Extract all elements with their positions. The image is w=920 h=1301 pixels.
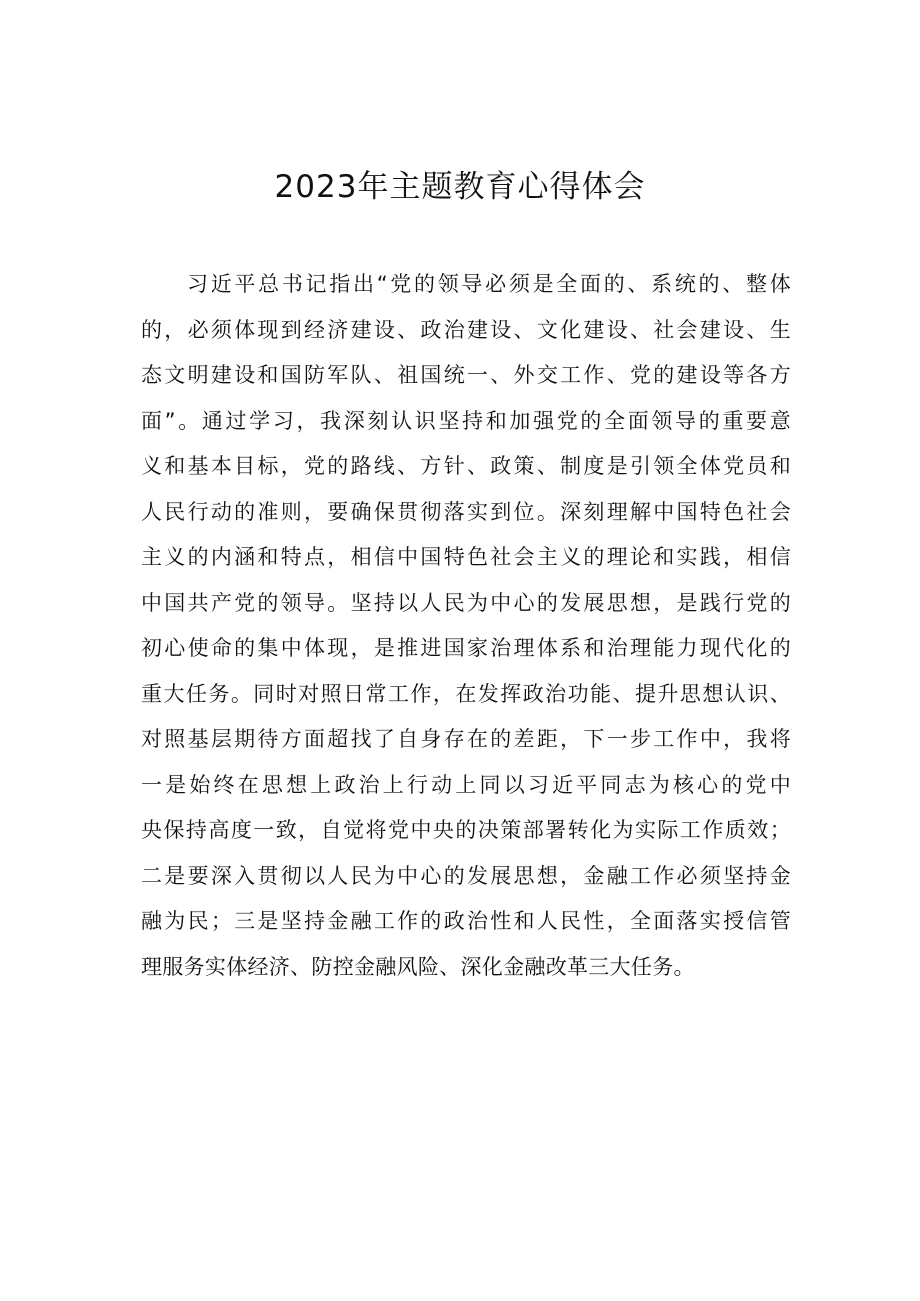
body-line: 对照基层期待方面超找了自身存在的差距，下一步工作中，我将 (141, 727, 791, 751)
body-line: 一是始终在思想上政治上行动上同以习近平同志为核心的党中 (141, 772, 791, 797)
body-line: 初心使命的集中体现，是推进国家治理体系和治理能力现代化的 (141, 636, 791, 660)
body-line: 中国共产党的领导。坚持以人民为中心的发展思想，是践行党的 (141, 590, 791, 615)
body-line: 理服务实体经济、防控金融风险、深化金融改革三大任务。 (141, 954, 695, 979)
body-line: 重大任务。同时对照日常工作，在发挥政治功能、提升思想认识、 (141, 681, 791, 706)
body-line: 人民行动的准则，要确保贯彻落实到位。深刻理解中国特色社会 (141, 499, 791, 524)
body-line: 央保持高度一致，自觉将党中央的决策部署转化为实际工作质效； (141, 818, 791, 842)
document-body (141, 262, 791, 990)
body-line: 二是要深入贯彻以人民为中心的发展思想，金融工作必须坚持金 (141, 863, 791, 888)
body-line: 融为民；三是坚持金融工作的政治性和人民性，全面落实授信管 (141, 909, 791, 933)
body-line: 面”。通过学习，我深刻认识坚持和加强党的全面领导的重要意 (141, 408, 791, 433)
body-line: 习近平总书记指出“党的领导必须是全面的、系统的、整体 (187, 272, 791, 296)
body-line: 态文明建设和国防军队、祖国统一、外交工作、党的建设等各方 (141, 363, 791, 387)
body-line: 的，必须体现到经济建设、政治建设、文化建设、社会建设、生 (141, 317, 791, 342)
document-title: 2023年主题教育心得体会 (274, 169, 646, 205)
body-line: 义和基本目标，党的路线、方针、政策、制度是引领全体党员和 (141, 454, 791, 478)
body-line: 主义的内涵和特点，相信中国特色社会主义的理论和实践，相信 (141, 545, 791, 569)
